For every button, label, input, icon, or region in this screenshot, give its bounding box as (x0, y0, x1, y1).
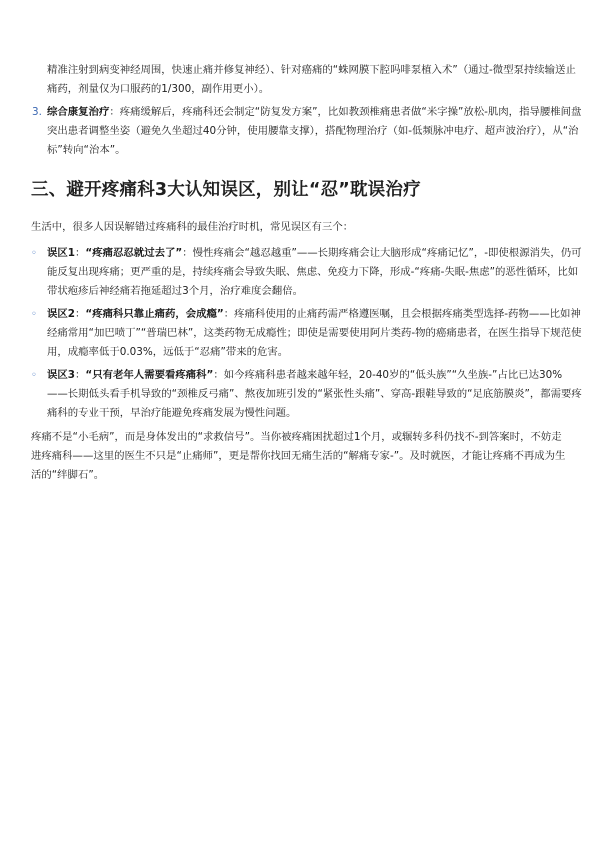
bullet-separator: ： (75, 247, 86, 259)
bullet-item-misconception-3 (31, 366, 582, 423)
bullet-quote: “疼痛忍忍就过去了” (85, 247, 183, 259)
bullet-text: ：如今疼痛科患者越来越年轻，20-40岁的“低头族”“久坐族-”占比已达30%——长期低头看手机导致的“颈椎反弓痛”、熬夜加班引发的“紧张性头痛”、穿高-跟鞋导致的“足底筋膜炎”，都需要疼痛科的专业干预，早治疗能避免疼痛发展为慢性问题。 (47, 369, 582, 419)
bullet-quote: “只有老年人需要看疼痛科” (85, 369, 214, 381)
bullet-separator: ： (75, 369, 86, 381)
bullet-text: ：疼痛科使用的止痛药需严格遵医嘱，且会根据疼痛类型选择-药物——比如神经痛常用“加巴喷丁”“普瑞巴林”，这类药物无成瘾性；即使是需要使用阿片类药-物的癌痛患者，在医生指导下规范使用，成瘾率低于0.03%，远低于“忍痛”带来的危害。 (47, 308, 582, 358)
section-intro: 生活中，很多人因误解错过疼痛科的最佳治疗时机，常见误区有三个： (31, 221, 354, 233)
bullet-quote: “疼痛科只靠止痛药，会成瘾” (85, 308, 224, 320)
bullet-text: ：慢性疼痛会“越忍越重”——长期疼痛会让大脑形成“疼痛记忆”，-即使根源消失，仍可能反复出现疼痛；更严重的是，持续疼痛会导致失眠、焦虑、免疫力下降，形成-“疼痛-失眠-焦虑”的恶性循环，比如带状疱疹后神经痛若拖延超过3个月，治疗难度会翻倍。 (47, 247, 582, 297)
bullet-label: 误区3 (47, 369, 76, 381)
list-number: 3. (32, 106, 42, 118)
bullet-circle-icon: ◦ (31, 309, 37, 320)
bullet-circle-icon: ◦ (31, 248, 37, 259)
list-item-text: ：疼痛缓解后，疼痛科还会制定“防复发方案”，比如教颈椎痛患者做“米字操”放松-肌肉，指导腰椎间盘突出患者调整坐姿（避免久坐超过40分钟，使用腰靠支撑），搭配物理治疗（如-低频脉冲电疗、超声波治疗），从“治标”转向“治本”。 (47, 106, 582, 156)
bullet-separator: ： (75, 308, 86, 320)
bullet-item-misconception-2 (31, 305, 582, 362)
closing-paragraph: 疼痛不是“小毛病”，而是身体发出的“求救信号”。当你被疼痛困扰超过1个月，或辗转多科仍找不-到答案时，不妨走进疼痛科——这里的医生不只是“止痛师”，更是帮你找回无痛生活的“解痛专家-”。及时就医，才能让疼痛不再成为生活的“绊脚石”。 (31, 431, 566, 481)
bullet-circle-icon: ◦ (31, 370, 37, 381)
list-item-label: 综合康复治疗 (47, 106, 110, 118)
numbered-list-item (32, 103, 582, 160)
bullet-label: 误区1 (47, 247, 76, 259)
bullet-label: 误区2 (47, 308, 76, 320)
bullet-item-misconception-1 (31, 244, 582, 301)
paragraph-continuation: 精准注射到病变神经周围，快速止痛并修复神经）、针对癌痛的“蛛网膜下腔吗啡泵植入术”（通过-微型泵持续输送止痛药，剂量仅为口服药的1/300，副作用更小）。 (47, 64, 576, 95)
section-heading: 三、避开疼痛科3大认知误区，别让“忍”耽误治疗 (31, 180, 421, 200)
